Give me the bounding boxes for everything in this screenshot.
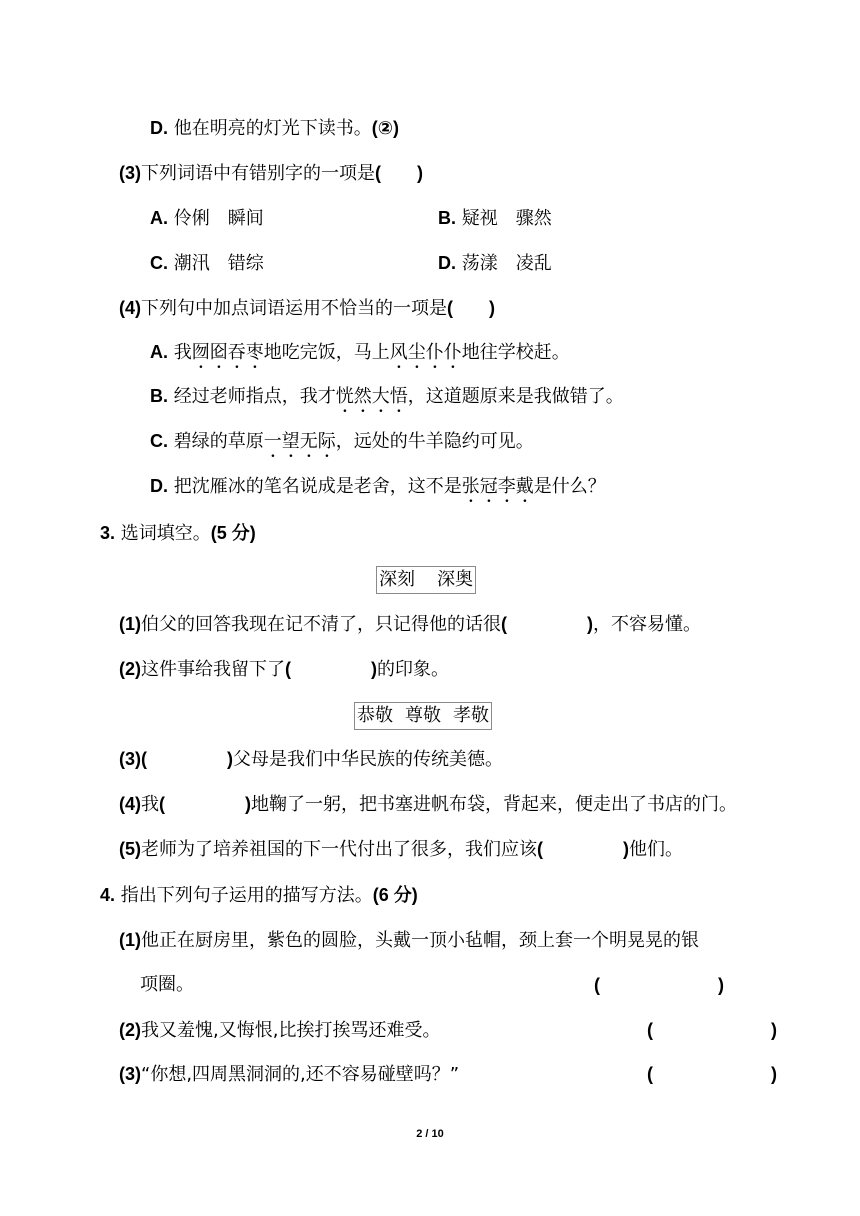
fill-sentence-3: (3)( )父母是我们中华民族的传统美德。 (119, 749, 503, 770)
sentence-number: (4) (119, 794, 141, 814)
question-title: 选词填空。 (120, 523, 211, 544)
word-choice-box-1 (376, 566, 476, 594)
option-answer-mark: (②) (371, 118, 399, 138)
sentence-number: (2) (119, 659, 141, 679)
option-letter: B. (150, 386, 168, 406)
option-a (150, 205, 264, 232)
option-text: 荡漾 凌乱 (461, 253, 552, 274)
answer-blank[interactable]: ( ) (375, 163, 423, 183)
option-d (438, 250, 552, 277)
describe-sentence-1-line2: 项圈。 (140, 974, 194, 995)
option-c (150, 250, 264, 277)
sub-question-stem: 下列词语中有错别字的一项是 (141, 163, 375, 184)
option-letter: A. (150, 342, 168, 362)
option-letter: B. (438, 208, 456, 228)
describe-sentence-1-line1: (1)他正在厨房里，紫色的圆脸，头戴一顶小毡帽，颈上套一个明晃晃的银 (119, 930, 699, 951)
sub-question-4 (119, 295, 495, 322)
answer-blank[interactable]: ( ) (647, 1064, 777, 1084)
option-a: A. 我囫囵吞枣地吃完饭，马上风尘仆仆地往学校赶。 (150, 342, 570, 363)
fill-sentence-1: (1)伯父的回答我现在记不清了，只记得他的话很( )，不容易懂。 (119, 614, 701, 635)
word-choice: 孝敬 (453, 705, 489, 726)
sub-question-stem: 下列句中加点词语运用不恰当的一项是 (141, 298, 447, 319)
word-choice: 恭敬 (357, 705, 393, 726)
dotted-word: 风尘仆仆 (389, 342, 462, 363)
sub-question-number: (4) (119, 298, 141, 318)
word-choice: 深刻 (379, 569, 415, 590)
question-title: 指出下列句子运用的描写方法。 (120, 885, 373, 906)
dotted-word: 一望无际 (263, 431, 336, 452)
answer-blank[interactable]: ( ) (501, 614, 593, 634)
option-c: C. 碧绿的草原一望无际，远处的牛羊隐约可见。 (150, 431, 534, 452)
dotted-word: 恍然大悟 (335, 386, 408, 407)
option-d: D. 把沈雁冰的笔名说成是老舍，这不是张冠李戴是什么？ (150, 476, 606, 497)
option-d-line (150, 115, 399, 142)
fill-sentence-4: (4)我( )地鞠了一躬，把书塞进帆布袋，背起来，便走出了书店的门。 (119, 794, 737, 815)
option-letter: D. (150, 118, 168, 138)
answer-blank[interactable]: ( ) (141, 749, 233, 769)
sentence-number: (2) (119, 1020, 141, 1040)
fill-sentence-2: (2)这件事给我留下了( )的印象。 (119, 659, 449, 680)
option-letter: A. (150, 208, 168, 228)
option-text: 疑视 骤然 (461, 208, 552, 229)
fill-sentence-5: (5)老师为了培养祖国的下一代付出了很多，我们应该( )他们。 (119, 839, 683, 860)
question-3-heading (100, 520, 256, 547)
option-letter: C. (150, 253, 168, 273)
sub-question-3 (119, 160, 423, 187)
word-choice: 深奥 (437, 569, 473, 590)
answer-blank[interactable]: ( ) (159, 794, 251, 814)
page-number: 2 / 10 (416, 1128, 444, 1140)
sentence-number: (3) (119, 749, 141, 769)
option-letter: D. (438, 253, 456, 273)
dotted-word: 张冠李戴 (461, 476, 534, 497)
option-b (438, 205, 552, 232)
sub-question-number: (3) (119, 163, 141, 183)
sentence-number: (3) (119, 1064, 141, 1084)
question-score: (5 分) (210, 523, 256, 543)
question-4-heading (100, 882, 418, 909)
option-b: B. 经过老师指点，我才恍然大悟，这道题原来是我做错了。 (150, 386, 624, 407)
option-text: 他在明亮的灯光下读书。 (173, 118, 372, 139)
answer-blank[interactable]: ( ) (537, 839, 629, 859)
sentence-number: (5) (119, 839, 141, 859)
question-number: 4. (100, 885, 116, 905)
option-letter: C. (150, 431, 168, 451)
option-text: 伶俐 瞬间 (173, 208, 264, 229)
option-letter: D. (150, 476, 168, 496)
sentence-number: (1) (119, 930, 141, 950)
answer-blank[interactable]: ( ) (647, 1020, 777, 1040)
answer-blank[interactable]: ( ) (285, 659, 377, 679)
answer-blank[interactable]: ( ) (447, 298, 495, 318)
question-score: (6 分) (372, 885, 418, 905)
describe-sentence-2: (2)我又羞愧,又悔恨,比挨打挨骂还难受。 (119, 1020, 441, 1041)
option-text: 潮汛 错综 (173, 253, 264, 274)
dotted-word: 囫囵吞枣 (191, 342, 264, 363)
word-choice-box-2 (354, 702, 492, 730)
describe-sentence-3: (3)“你想,四周黑洞洞的,还不容易碰壁吗？” (119, 1064, 460, 1085)
question-number: 3. (100, 523, 116, 543)
answer-blank[interactable]: ( ) (594, 975, 724, 995)
sentence-number: (1) (119, 614, 141, 634)
word-choice: 尊敬 (405, 705, 441, 726)
